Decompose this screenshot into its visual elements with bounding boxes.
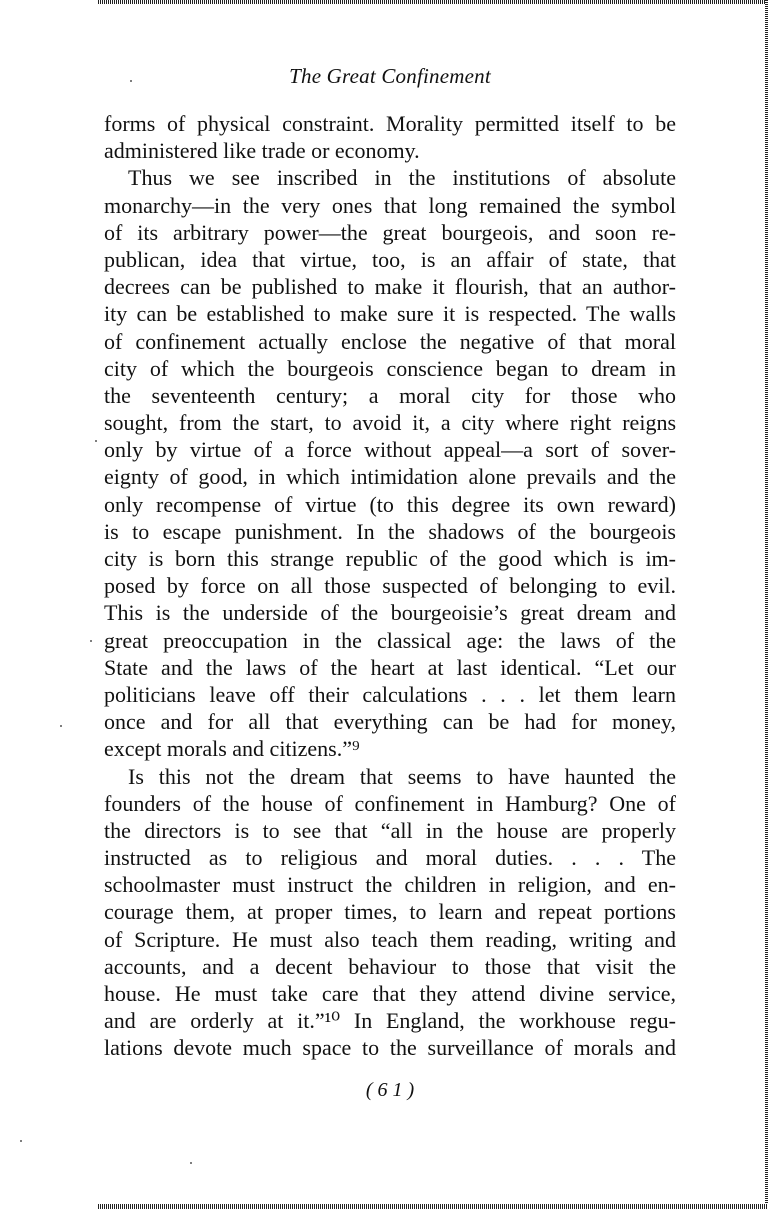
text-line: sought, from the start, to avoid it, a city where right reigns — [104, 410, 676, 436]
page-number: ( 6 1 ) — [365, 1079, 415, 1101]
text-line: of Scripture. He must also teach them reading, writing and — [104, 926, 676, 952]
scan-speck — [95, 440, 97, 442]
text-line: posed by force on all those suspected of belonging to evil. — [104, 573, 676, 599]
text-line: courage them, at proper times, to learn and repeat portions — [104, 899, 676, 925]
text-line: Thus we see inscribed in the institutions of absolute — [128, 165, 676, 191]
text-line: of confinement actually enclose the negative of that moral — [104, 328, 676, 354]
text-line: lations devote much space to the surveillance of morals and — [104, 1035, 676, 1061]
text-line: is to escape punishment. In the shadows of the bourgeois — [104, 518, 676, 544]
text-line: instructed as to religious and moral duties. . . . The — [104, 845, 676, 871]
body-text — [104, 110, 676, 1062]
scan-speck — [60, 725, 62, 727]
text-line: city of which the bourgeois conscience began to dream in — [104, 355, 676, 381]
text-line: except morals and citizens.”⁹ — [104, 736, 360, 762]
text-line: This is the underside of the bourgeoisie’s great dream and — [104, 600, 676, 626]
scan-speck — [20, 1140, 22, 1142]
text-line: ity can be established to make sure it is respected. The walls — [104, 301, 676, 327]
text-line: once and for all that everything can be had for money, — [104, 709, 676, 735]
text-line: house. He must take care that they attend divine service, — [104, 981, 676, 1006]
text-line: politicians leave off their calculations . . . let them learn — [104, 681, 676, 707]
text-line: only by virtue of a force without appeal—a sort of sover- — [104, 437, 676, 463]
scan-speck — [130, 80, 132, 82]
text-line: monarchy—in the very ones that long remained the symbol — [104, 192, 676, 218]
text-line: only recompense of virtue (to this degree its own reward) — [104, 491, 676, 517]
scan-speck — [90, 640, 92, 642]
text-line: State and the laws of the heart at last identical. “Let our — [104, 654, 676, 680]
text-line: founders of the house of confinement in Hamburg? One of — [104, 790, 676, 816]
text-line: great preoccupation in the classical age: the laws of the — [104, 627, 676, 653]
text-line: publican, idea that virtue, too, is an affair of state, that — [104, 246, 676, 272]
text-line: accounts, and a decent behaviour to those that visit the — [104, 953, 676, 979]
page-edge-bottom — [98, 1204, 768, 1209]
text-line: Is this not the dream that seems to have haunted the — [128, 763, 676, 789]
text-line: forms of physical constraint. Morality permitted itself to be — [104, 111, 676, 136]
page-edge-top — [98, 0, 768, 4]
text-line: of its arbitrary power—the great bourgeois, and soon re- — [104, 219, 676, 245]
text-line: and are orderly at it.”¹⁰ In England, the workhouse regu- — [104, 1008, 676, 1034]
text-line: decrees can be published to make it flourish, that an author- — [104, 274, 676, 300]
text-line: city is born this strange republic of the good which is im- — [104, 546, 676, 571]
text-line: the directors is to see that “all in the house are properly — [104, 817, 676, 843]
text-line: the seventeenth century; a moral city for those who — [104, 382, 676, 408]
running-head: The Great Confinement — [289, 64, 491, 88]
text-line: eignty of good, in which intimidation alone prevails and the — [104, 464, 676, 490]
text-line: schoolmaster must instruct the children in religion, and en- — [104, 872, 676, 898]
text-line: administered like trade or economy. — [104, 138, 420, 164]
scan-speck — [190, 1162, 192, 1164]
